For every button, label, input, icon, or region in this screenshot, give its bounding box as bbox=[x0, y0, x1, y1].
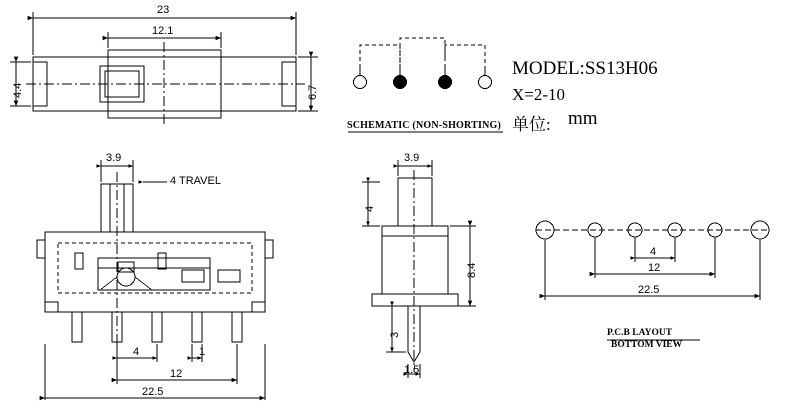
dim-front-overall-width: 22.5 bbox=[142, 386, 164, 398]
dim-pcb-hole-pitch: 4 bbox=[650, 246, 657, 258]
dim-top-right-height: 6.7 bbox=[307, 84, 319, 100]
dim-pcb-overall-span: 22.5 bbox=[638, 284, 660, 296]
unit-value: mm bbox=[568, 108, 598, 129]
label-travel: 4 TRAVEL bbox=[170, 175, 221, 187]
model-label: MODEL:SS13H06 bbox=[512, 58, 658, 79]
dim-top-overall-width: 23 bbox=[157, 4, 170, 16]
dim-side-pin-thickness: 1.5 bbox=[404, 364, 420, 376]
dim-side-pin-length: 3 bbox=[389, 331, 401, 338]
dim-front-pin-pitch: 4 bbox=[133, 346, 140, 358]
dim-pcb-inner-span: 12 bbox=[648, 262, 661, 274]
x-range-label: X=2-10 bbox=[512, 85, 566, 104]
dim-front-pin-width: 1 bbox=[199, 346, 206, 358]
pcb-caption-line1: P.C.B LAYOUT bbox=[607, 328, 673, 338]
dim-side-body-height: 8.4 bbox=[466, 262, 478, 278]
dim-side-actuator-width: 3.9 bbox=[404, 152, 420, 164]
schematic-caption: SCHEMATIC (NON-SHORTING) bbox=[347, 120, 501, 131]
dim-front-pin-span: 12 bbox=[170, 368, 183, 380]
dim-top-left-height: 4.4 bbox=[12, 82, 24, 98]
dim-side-actuator-height: 4 bbox=[364, 205, 376, 212]
pcb-caption-line2: BOTTOM VIEW bbox=[611, 340, 683, 350]
dim-top-inner-width: 12.1 bbox=[152, 25, 174, 37]
dim-front-actuator-width: 3.9 bbox=[106, 152, 122, 164]
unit-label: 单位: bbox=[512, 115, 551, 134]
